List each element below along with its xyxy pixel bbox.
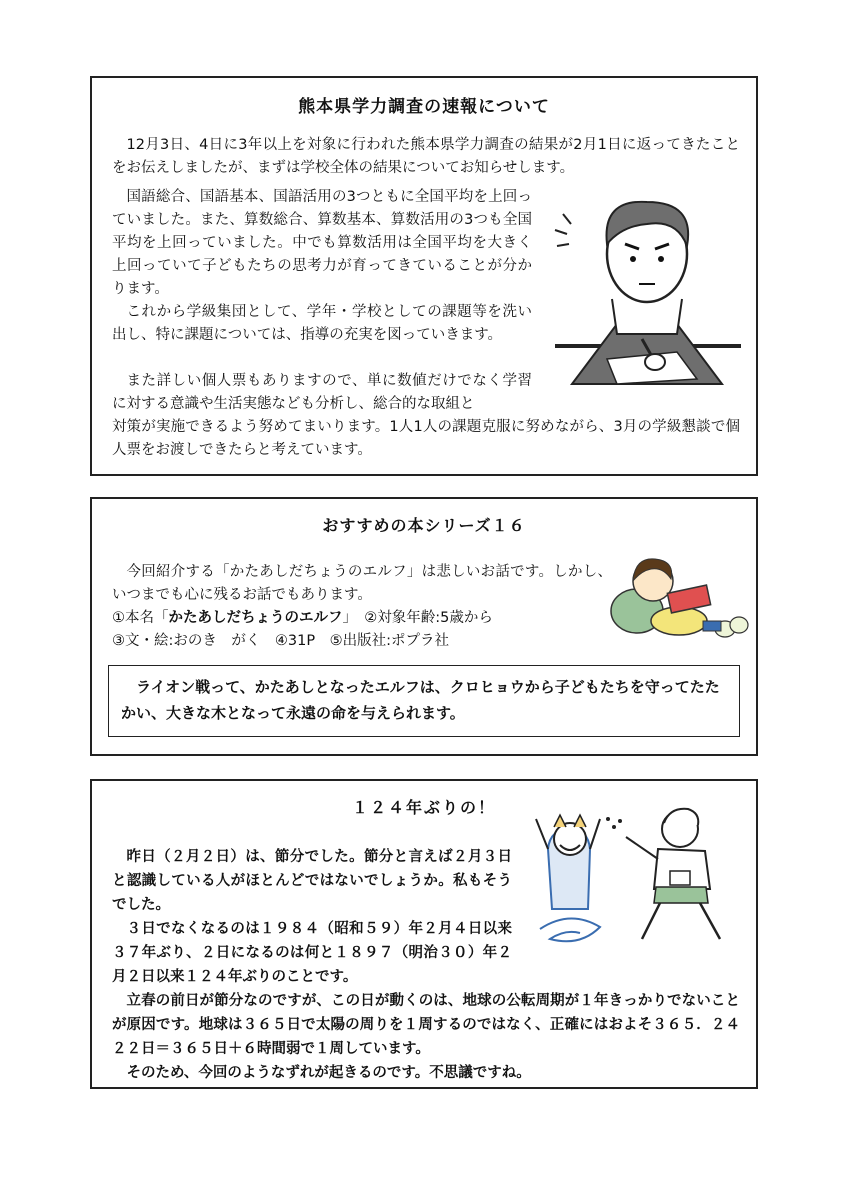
book-title-prefix: ①本名「 [112,610,169,626]
section-title: １２４年ぶりの！ [351,798,496,817]
paragraph: 対策が実施できるよう努めてまいります。1人1人の課題克服に努めながら、3月の学級懇談で個人票をお渡しできたらと考えています。 [112,419,740,458]
student-studying-illustration [547,184,747,394]
setsubun-oni-illustration [530,799,750,959]
paragraph: これから学級集団として、学年・学校としての課題等を洗い出し、特に課題については、指導の充実を図っていきます。 [112,304,532,343]
paragraph: また詳しい個人票もありますので、単に数値だけでなく学習に対する意識や生活実態なども分析し、総合的な取組と [112,373,532,412]
section-title: おすすめの本シリーズ１６ [322,516,526,535]
section-academic-survey [90,76,758,476]
paragraph: 昨日（２月２日）は、節分でした。節分と言えば２月３日と認識している人がほとんどではないでしょうか。私もそうでした。 [112,849,512,913]
book-info-line-2: ③文・絵:おのき がく ④31P ⑤出版社:ポプラ社 [112,633,449,649]
section-book-recommendation [90,497,758,756]
book-summary: ライオン戦って、かたあしとなったエルフは、クロヒョウから子どもたちを守ってたたかい、大きな木となって永遠の命を与えられます。 [121,678,720,722]
paragraph: 12月3日、4日に3年以上を対象に行われた熊本県学力調査の結果が2月1日に返ってきたことをお伝えしましたが、まずは学校全体の結果についてお知らせします。 [112,137,740,176]
girl-reading-illustration [607,551,752,641]
book-title: かたあしだちょうのエルフ [168,610,343,626]
book-intro: 今回紹介する「かたあしだちょうのエルフ」は悲しいお話です。しかし、いつまでも心に残るお話でもあります。 [112,564,612,603]
paragraph: ３日でなくなるのは１９８４（昭和５９）年２月４日以来３７年ぶり、２日になるのは何と１８９７（明治３０）年２月２日以来１２４年ぶりのことです。 [112,921,512,985]
section-setsubun [90,779,758,1089]
book-summary-box [108,665,740,737]
book-age: 」 ②対象年齢:5歳から [342,610,493,626]
book-info-line-1 [112,607,612,630]
paragraph: そのため、今回のようなずれが起きるのです。不思議ですね。 [126,1065,531,1081]
paragraph: 国語総合、国語基本、国語活用の3つともに全国平均を上回っていました。また、算数総合、算数基本、算数活用の3つも全国平均を上回っていました。中でも算数活用は全国平均を大きく上回っていて子どもたちの思考力が育ってきていることが分かります。 [112,189,532,297]
section-title: 熊本県学力調査の速報について [298,97,550,117]
paragraph: 立春の前日が節分なのですが、この日が動くのは、地球の公転周期が１年きっかりでないことが原因です。地球は３６５日で太陽の周りを１周するのではなく、正確にはおよそ３６５．２４２２日＝３６５日＋６時間弱で１周しています。 [112,993,740,1057]
